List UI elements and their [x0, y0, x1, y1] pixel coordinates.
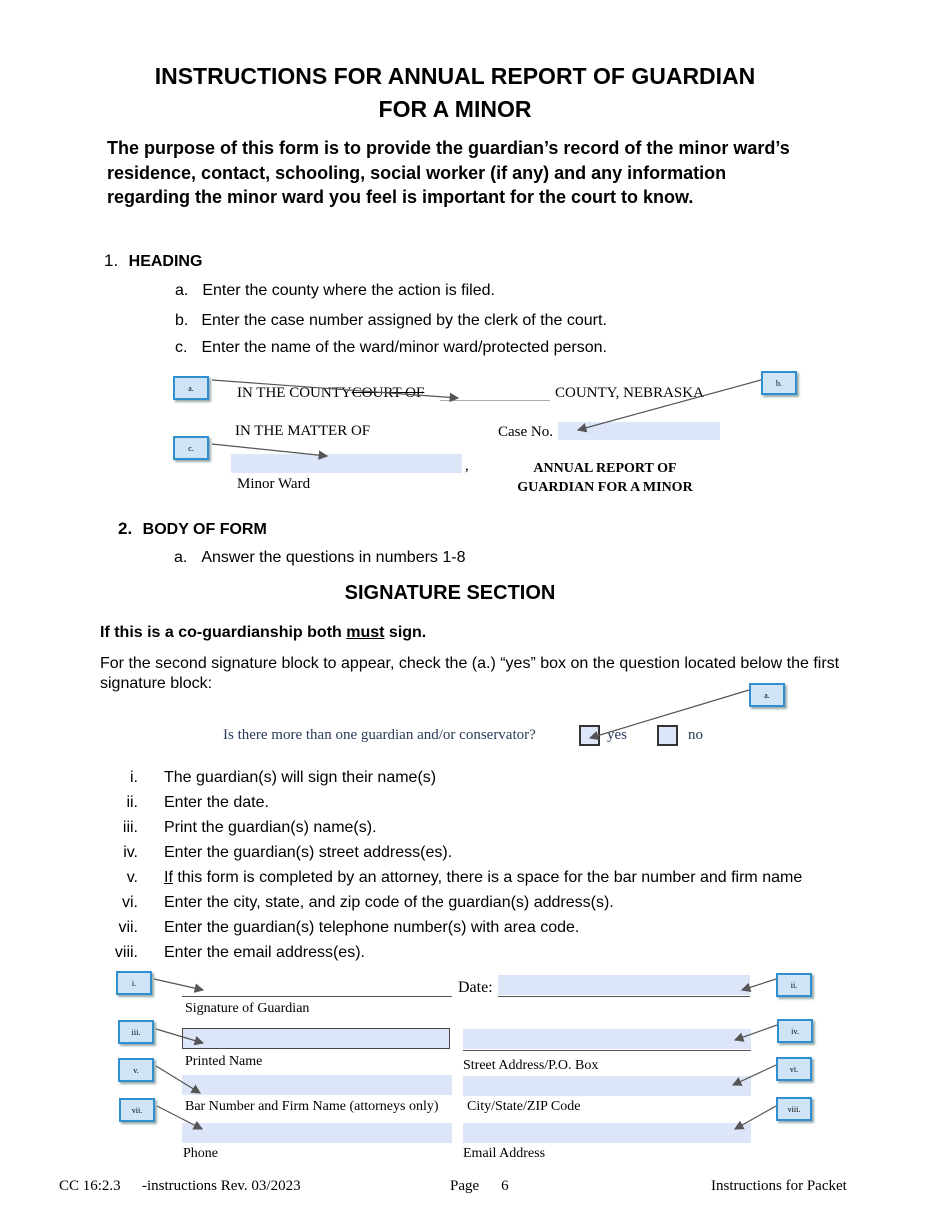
- matter-label: IN THE MATTER OF: [235, 423, 371, 439]
- county-nebraska: COUNTY, NEBRASKA: [555, 385, 704, 401]
- footer-revision: -instructions Rev. 03/2023: [142, 1178, 301, 1194]
- list-item: iv. Enter the guardian(s) street address(es).: [123, 844, 453, 861]
- heading-item-a: a. Enter the county where the action is filed.: [175, 282, 495, 299]
- date-label: Date:: [458, 979, 493, 996]
- callout-iv: iv.: [777, 1019, 813, 1043]
- arrow-viii: [735, 1106, 776, 1129]
- list-item: iii. Print the guardian(s) name(s).: [122, 819, 377, 836]
- list-item: viii. Enter the email address(es).: [114, 944, 365, 961]
- co-guardian-note: If this is a co-guardianship both must sign.: [100, 624, 427, 641]
- callout-b: b.: [761, 371, 797, 395]
- purpose-paragraph: The purpose of this form is to provide the guardian’s record of the minor ward’s residence, contact, schooling, social worker (if any) and any information regarding the minor ward you feel is important for the court to know.: [107, 138, 790, 207]
- arrow-iv: [735, 1025, 777, 1040]
- arrow-b: [578, 380, 761, 430]
- body-item-a: a. Answer the questions in numbers 1-8: [174, 549, 466, 566]
- case-no-label: Case No.: [498, 424, 553, 440]
- arrow-question: [590, 690, 749, 738]
- page-title: INSTRUCTIONS FOR ANNUAL REPORT OF GUARDIAN FOR A MINOR: [154, 63, 756, 122]
- signature-section-title: SIGNATURE SECTION: [344, 582, 556, 604]
- arrow-vii: [157, 1106, 202, 1129]
- court-line: IN THE COUNTYCOURT OF: [237, 385, 425, 401]
- report-title: ANNUAL REPORT OF GUARDIAN FOR A MINOR: [517, 461, 693, 495]
- callout-vii: vii.: [119, 1098, 155, 1122]
- arrow-c: [212, 444, 327, 456]
- arrow-ii: [742, 979, 776, 990]
- heading-item-b: b. Enter the case number assigned by the clerk of the court.: [175, 312, 607, 329]
- signature-instruction: For the second signature block to appear, check the (a.) “yes” box on the question located below the first signature block:: [100, 655, 840, 692]
- arrow-i: [154, 979, 203, 990]
- footer-page-label: Page 6: [450, 1178, 509, 1194]
- callout-vi: vi.: [776, 1057, 812, 1081]
- arrow-a: [212, 380, 458, 398]
- list-item: vi. Enter the city, state, and zip code of the guardian(s) address(s).: [122, 894, 614, 911]
- arrow-vi: [733, 1065, 776, 1085]
- list-item: v. If this form is completed by an attorney, there is a space for the bar number and firm name: [126, 869, 803, 886]
- arrow-iii: [156, 1029, 203, 1043]
- callout-iii: iii.: [118, 1020, 154, 1044]
- footer-form-id: CC 16:2.3: [59, 1178, 121, 1194]
- callout-a: a.: [173, 376, 209, 400]
- section-heading-2: 2. BODY OF FORM: [118, 519, 267, 538]
- arrow-v: [156, 1066, 200, 1093]
- callout-i: i.: [116, 971, 152, 995]
- list-item: i. The guardian(s) will sign their name(s): [130, 769, 437, 786]
- list-item: vii. Enter the guardian(s) telephone number(s) with area code.: [118, 919, 580, 936]
- minor-ward-label: Minor Ward: [237, 476, 311, 492]
- callout-c: c.: [173, 436, 209, 460]
- section-heading-1: 1. HEADING: [104, 251, 203, 270]
- co-guardian-question: Is there more than one guardian and/or conservator?: [223, 727, 536, 743]
- footer-right: Instructions for Packet: [711, 1178, 847, 1194]
- heading-item-c: c. Enter the name of the ward/minor ward/protected person.: [175, 339, 607, 356]
- callout-question-a: a.: [749, 683, 785, 707]
- callout-v: v.: [118, 1058, 154, 1082]
- list-item: ii. Enter the date.: [126, 794, 269, 811]
- callout-ii: ii.: [776, 973, 812, 997]
- callout-viii: viii.: [776, 1097, 812, 1121]
